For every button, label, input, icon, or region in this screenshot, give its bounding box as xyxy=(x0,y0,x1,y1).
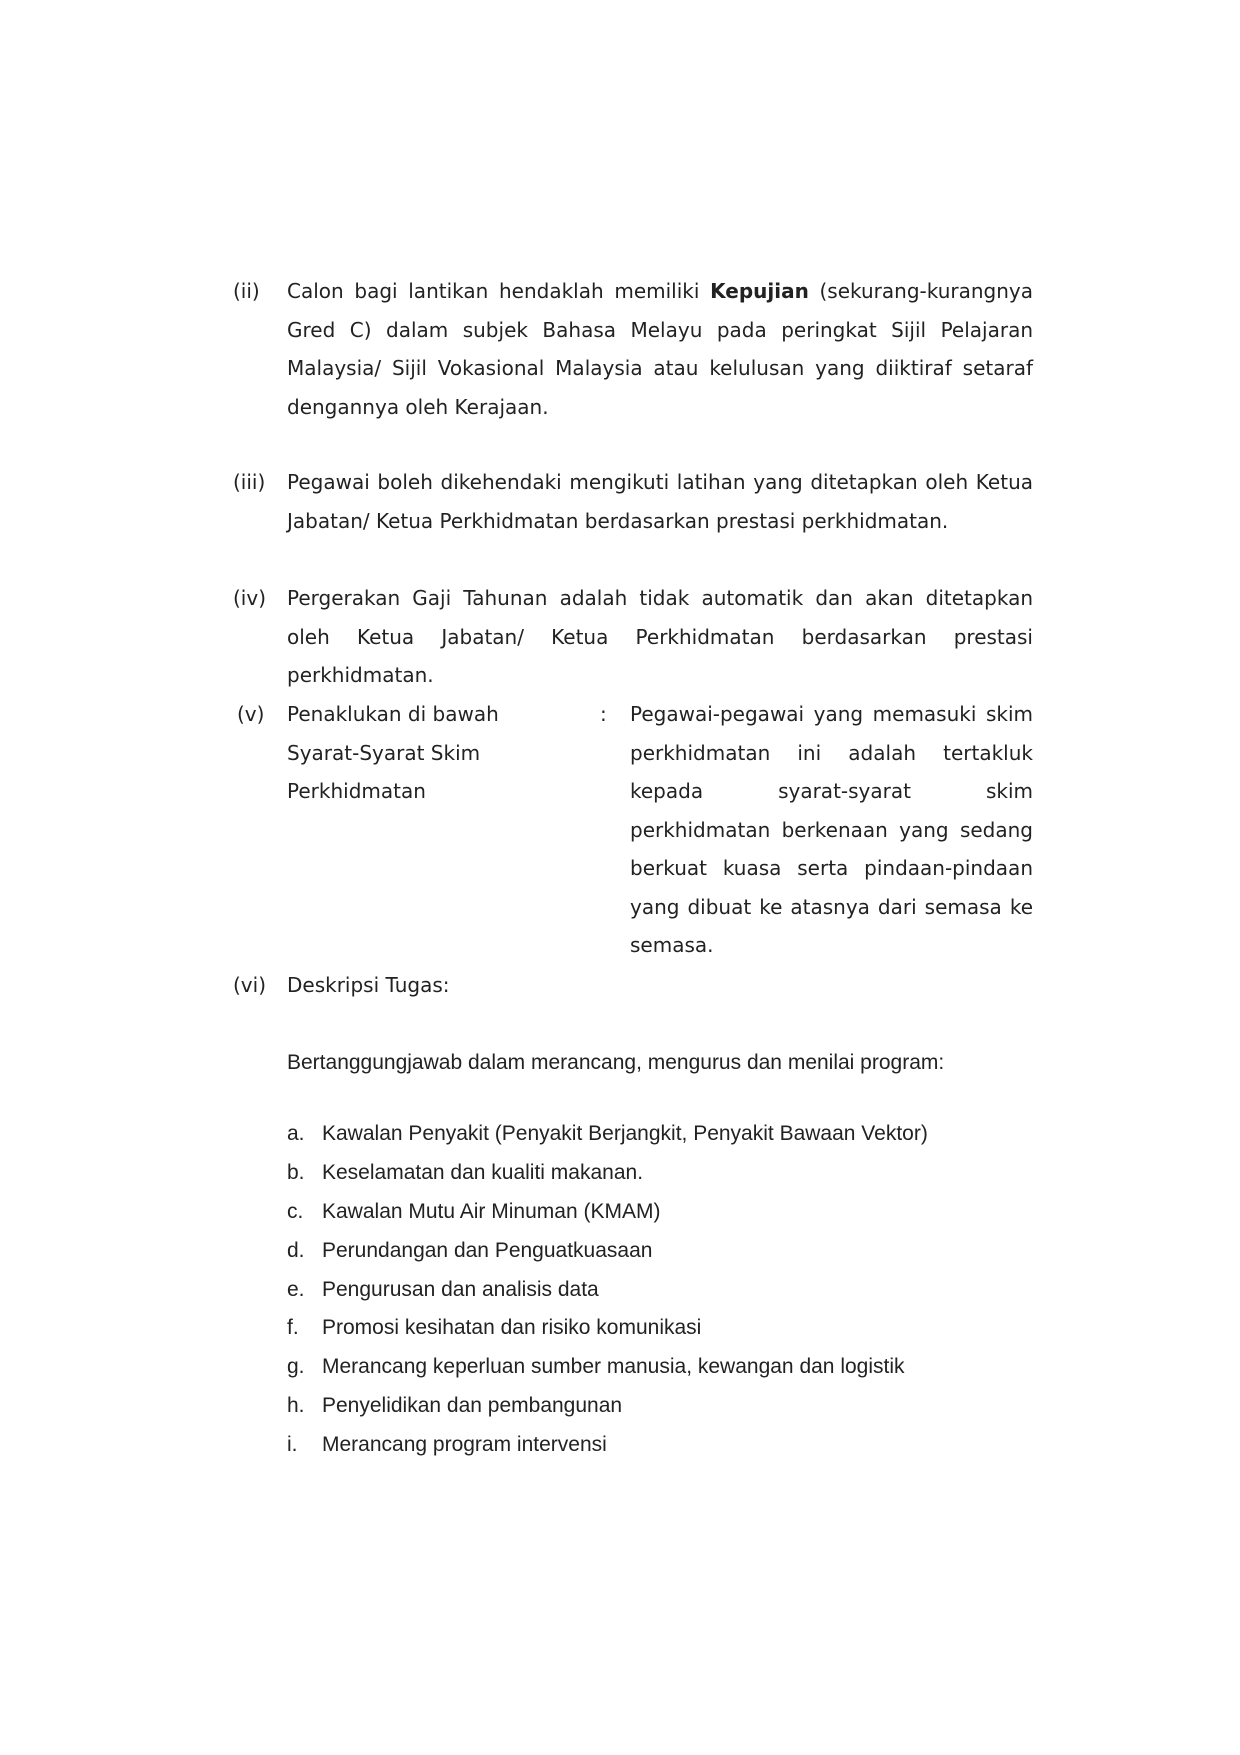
duties-intro: Bertanggungjawab dalam merancang, mengurus dan menilai program: xyxy=(287,1051,945,1074)
list-text: Perundangan dan Penguatkuasaan xyxy=(322,1238,653,1262)
list-text: Pengurusan dan analisis data xyxy=(322,1277,599,1301)
list-item xyxy=(287,1426,1047,1465)
list-letter: d. xyxy=(287,1238,305,1262)
clause-text: Pergerakan Gaji Tahunan adalah tidak automatik dan akan ditetapkan oleh Ketua Jabatan/ Ketua Perkhidmatan berdasarkan prestasi perkhidmatan. xyxy=(287,586,1033,687)
clause-number: (v) xyxy=(237,702,265,726)
list-item xyxy=(287,1271,1047,1310)
clause-text-end: (sekurang-kurangnya Gred C) dalam subjek Bahasa Melayu pada peringkat Sijil Pelajaran Malaysia/ Sijil Vokasional Malaysia atau kelulusan yang diiktiraf setaraf dengannya oleh Kerajaan. xyxy=(287,279,1034,419)
list-letter: c. xyxy=(287,1199,304,1223)
clause-text: Pegawai boleh dikehendaki mengikuti latihan yang ditetapkan oleh Ketua Jabatan/ Ketua Perkhidmatan berdasarkan prestasi perkhidmatan. xyxy=(287,470,1033,533)
clause-v xyxy=(233,695,1033,957)
list-item xyxy=(287,1115,1047,1154)
list-item xyxy=(287,1387,1047,1426)
list-text: Kawalan Penyakit (Penyakit Berjangkit, Penyakit Bawaan Vektor) xyxy=(322,1122,928,1145)
list-letter: i. xyxy=(287,1433,298,1457)
list-letter: g. xyxy=(287,1355,305,1379)
list-text: Merancang program intervensi xyxy=(322,1433,607,1457)
clause-number: (iv) xyxy=(233,586,266,610)
clause-number: (iii) xyxy=(233,470,266,494)
list-text: Merancang keperluan sumber manusia, kewangan dan logistik xyxy=(322,1355,905,1379)
list-item xyxy=(287,1154,1047,1193)
list-text: Keselamatan dan kualiti makanan. xyxy=(322,1160,644,1184)
list-letter: f. xyxy=(287,1316,299,1340)
clause-label: Penaklukan di bawah Syarat-Syarat Skim Perkhidmatan xyxy=(287,702,499,803)
clause-bold-term: Kepujian xyxy=(710,279,809,303)
list-text: Kawalan Mutu Air Minuman (KMAM) xyxy=(322,1199,661,1223)
clause-heading: Deskripsi Tugas: xyxy=(287,973,450,997)
list-item xyxy=(287,1193,1047,1232)
list-letter: e. xyxy=(287,1277,305,1301)
clause-text xyxy=(287,272,1033,426)
clause-text-start: Calon bagi lantikan hendaklah memiliki xyxy=(287,279,711,303)
duties-list xyxy=(287,1115,1047,1465)
list-item xyxy=(287,1232,1047,1271)
list-letter: a. xyxy=(287,1122,305,1145)
list-item xyxy=(287,1309,1047,1348)
list-text: Penyelidikan dan pembangunan xyxy=(322,1394,623,1418)
list-item xyxy=(287,1348,1047,1387)
list-letter: h. xyxy=(287,1394,305,1418)
clause-number: (ii) xyxy=(233,279,260,303)
clause-description: Pegawai-pegawai yang memasuki skim perkhidmatan ini adalah tertakluk kepada syarat-syarat skim perkhidmatan berkenaan yang sedang berkuat kuasa serta pindaan-pindaan yang dibuat ke atasnya dari semasa ke semasa. xyxy=(630,702,1033,957)
list-text: Promosi kesihatan dan risiko komunikasi xyxy=(322,1316,702,1340)
clause-colon: : xyxy=(600,702,607,726)
clause-number: (vi) xyxy=(233,973,266,997)
list-letter: b. xyxy=(287,1160,305,1184)
